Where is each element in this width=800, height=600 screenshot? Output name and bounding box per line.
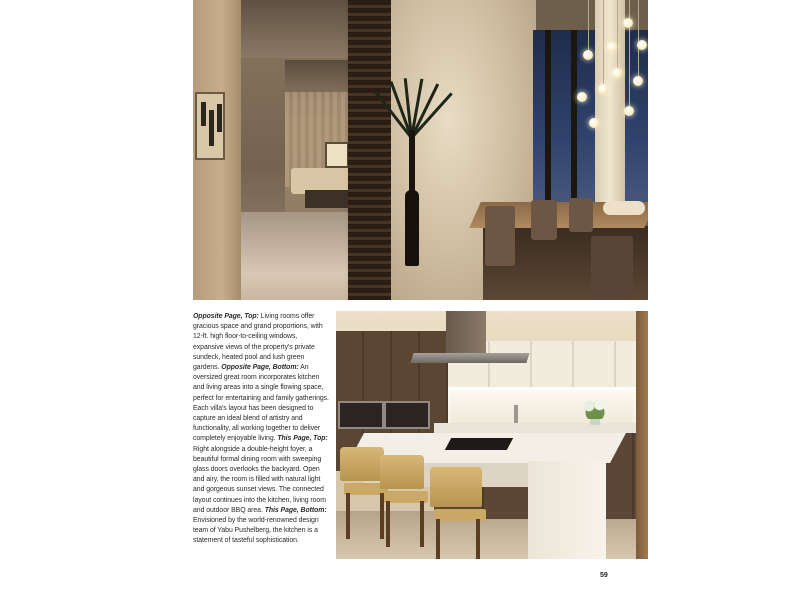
caption-text-opposite-top: Living rooms offer gracious space and grand proportions, with 12-ft. high floor-to-ceiling windows, expansive views of the property's private sundeck, heated pool and lush green gardens.: [193, 313, 323, 372]
page-number: 59: [600, 572, 608, 579]
dining-chair: [591, 236, 633, 300]
pendant-light: [598, 84, 608, 94]
wall-art: [195, 92, 225, 160]
pendant-light: [623, 18, 633, 28]
caption-text-this-top: Right alongside a double-height foyer, a beautiful formal dining room with sweeping glass doors overlooks the backyard. Open and airy, the room is filled with natural light and gorgeous sunset views. The connected layout continues into the kitchen, living room and outdoor BBQ area.: [193, 445, 326, 514]
dining-room-photo: [193, 0, 648, 300]
pendant-light: [589, 118, 599, 128]
caption-label-this-top: This Page, Top:: [277, 435, 328, 443]
pendant-light: [624, 106, 634, 116]
kitchen-photo: [336, 311, 648, 559]
dining-chair: [485, 206, 515, 266]
pendant-light: [607, 42, 617, 52]
bar-stool: [340, 447, 384, 539]
caption-label-this-bottom: This Page, Bottom:: [264, 506, 327, 514]
pendant-light: [612, 68, 622, 78]
photo-caption: [193, 312, 329, 547]
bar-stool: [430, 467, 482, 559]
range-hood: [446, 311, 486, 353]
caption-label-opposite-top: Opposite Page, Top:: [193, 313, 259, 320]
wall-oven: [384, 401, 430, 429]
pendant-light: [633, 76, 643, 86]
pendant-light: [577, 92, 587, 102]
flower-arrangement: [580, 397, 610, 419]
pendant-light: [637, 40, 647, 50]
pendant-light: [583, 50, 593, 60]
caption-label-opposite-bottom: Opposite Page, Bottom:: [221, 364, 299, 372]
column: [595, 0, 625, 210]
framed-picture: [325, 142, 349, 168]
back-counter: [434, 423, 638, 433]
caption-text-opposite-bottom: An oversized great room incorporates kitchen and living areas into a single flowing space, perfect for entertaining and family gatherings. Each villa's layout has been designed to capture an ideal blend of artistry and functionality, all working together to deliver completely enjoyable living.: [193, 364, 329, 443]
caption-text-this-bottom: Envisioned by the world-renowned design team of Yabu Pushelberg, the kitchen is a statement of tasteful sophistication.: [193, 517, 319, 545]
faucet: [514, 405, 518, 423]
dining-chair: [569, 198, 593, 232]
bar-stool: [380, 455, 424, 547]
wall-oven: [338, 401, 384, 429]
vase: [405, 190, 419, 266]
dining-chair: [531, 200, 557, 240]
wood-slat-screen: [348, 0, 393, 300]
cooktop: [445, 438, 513, 450]
